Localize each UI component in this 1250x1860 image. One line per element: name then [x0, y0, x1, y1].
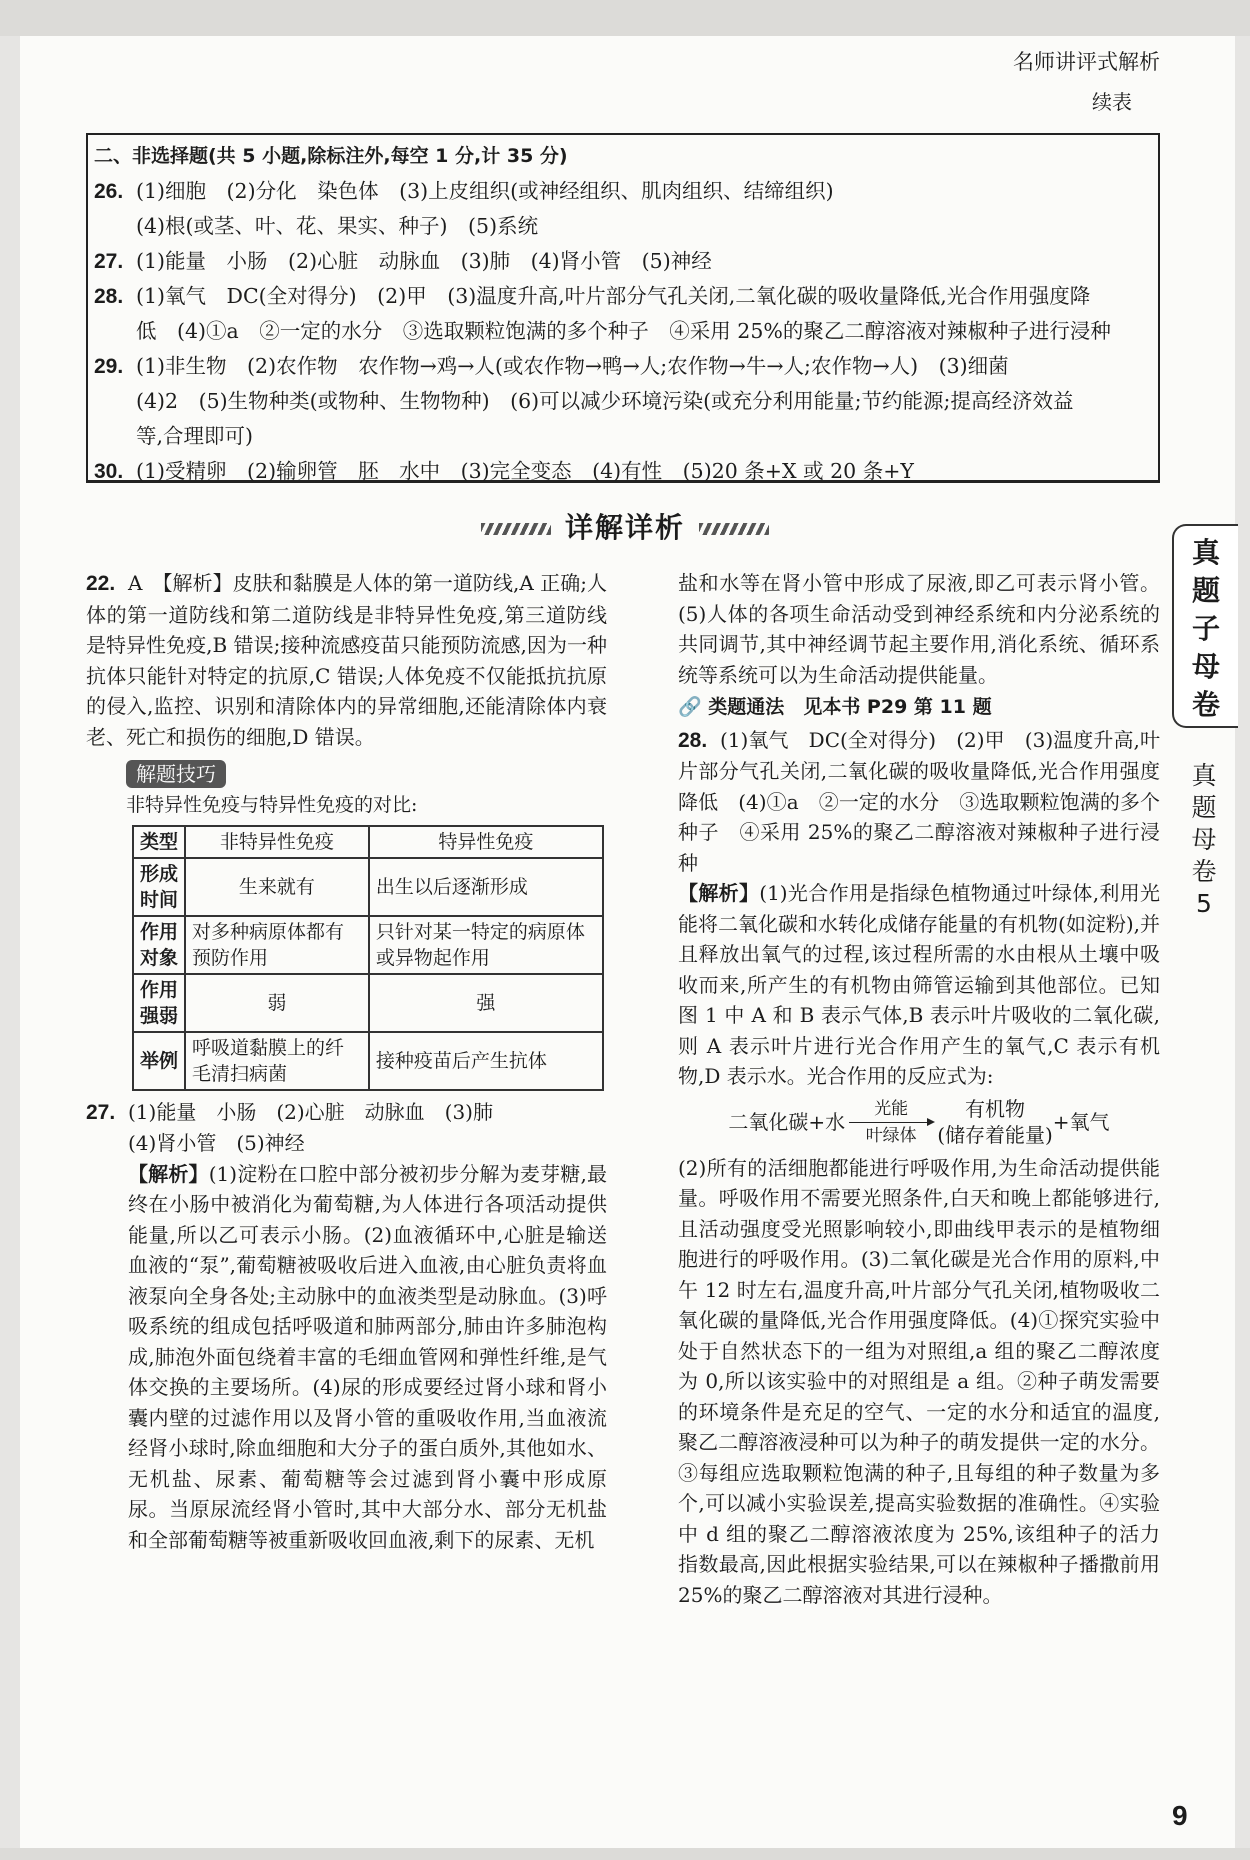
q22-text: A 【解析】皮肤和黏膜是人体的第一道防线,A 正确;人体的第一道防线和第二道防线是非特异性免疫,第三道防线是特异性免疫,B 错误;接种流感疫苗只能预防流感,因为一种抗体只能针对特定的抗原,C 错误;人体免疫不仅能抵抗抗原的侵入,监控、识别和清除体内的异常细胞,还能清除体内衰老、死亡和损伤的细胞,D 错误。 — [86, 571, 607, 749]
eq-condition-above: 光能 — [874, 1098, 909, 1119]
answer-text: (1)非生物 (2)农作物 农作物→鸡→人(或农作物→鸭→人;农作物→牛→人;农作物→人) (3)细菌 — [136, 354, 1009, 378]
q28-ans: (1)氧气 DC(全对得分) (2)甲 (3)温度升高,叶片部分气孔关闭,二氧化碳的吸收量降低,光合作用强度降低 (4)①a ②一定的水分 ③选取颗粒饱满的多个种子 ④采用 25%的聚乙二醇溶液对辣椒种子进行浸种 — [678, 727, 1160, 875]
answer-text: (1)氧气 DC(全对得分) (2)甲 (3)温度升高,叶片部分气孔关闭,二氧化碳的吸收量降低,光合作用强度降 — [136, 284, 1091, 308]
eq-product1: 有机物 — [964, 1097, 1025, 1121]
analysis-label: 【解析】 — [678, 881, 760, 905]
answer-text: 低 (4)①a ②一定的水分 ③选取颗粒饱满的多个种子 ④采用 25%的聚乙二醇溶液对辣椒种子进行浸种 — [136, 319, 1111, 343]
left-column — [86, 568, 607, 1555]
answer-line — [94, 174, 1152, 209]
answer-line — [94, 279, 1152, 314]
side-tab[interactable] — [1172, 524, 1238, 728]
table-row — [133, 974, 603, 1032]
q27-ans1: (1)能量 小肠 (2)心脏 动脉血 (3)肺 — [128, 1099, 493, 1124]
answer-line — [94, 349, 1152, 384]
answer-line — [94, 454, 1152, 489]
table-row — [133, 858, 603, 916]
answer-line — [94, 419, 1152, 454]
detail-title — [0, 506, 1250, 546]
table-row — [133, 826, 603, 858]
q-number: 28. — [678, 728, 708, 752]
title-decoration — [481, 523, 551, 535]
arrow-icon — [849, 1122, 933, 1123]
answer-line — [94, 314, 1152, 349]
q27-analysis-cont: 盐和水等在肾小管中形成了尿液,即乙可表示肾小管。(5)人体的各项生命活动受到神经系统和内分泌系统的共同调节,其中神经调节起主要作用,消化系统、循环系统等系统可以为生命活动提供能量。 — [678, 571, 1160, 687]
q28-text1: (1)光合作用是指绿色植物通过叶绿体,利用光能将二氧化碳和水转化成储存能量的有机物(如淀粉),并且释放出氧气的过程,该过程所需的水由根从土壤中吸收而来,所产生的有机物由筛管运输到其他部位。已知图 1 中 A 和 B 表示气体,B 表示叶片吸收的二氧化碳,则 A 表示叶片进行光合作用产生的氧气,C 表示有机物,D 表示水。光合作用的反应式为: — [678, 881, 1161, 1088]
row-header: 作用对象 — [133, 916, 185, 974]
answer-text: (4)根(或茎、叶、花、果实、种子) (5)系统 — [136, 214, 539, 238]
table-row — [133, 1032, 603, 1090]
q27-answer — [86, 1097, 607, 1129]
answer-text: (1)能量 小肠 (2)心脏 动脉血 (3)肺 (4)肾小管 (5)神经 — [136, 249, 712, 273]
table-cell: 非特异性免疫 — [185, 826, 369, 858]
q27-analysis-text: (1)淀粉在口腔中部分被初步分解为麦芽糖,最终在小肠中被消化为葡萄糖,为人体进行各项活动提供能量,所以乙可表示小肠。(2)血液循环中,心脏是输送血液的“泵”,葡萄糖被吸收后进入血液,由心脏负责将血液泵向全身各处;主动脉中的血液类型是动脉血。(3)呼吸系统的组成包括呼吸道和肺两部分,肺由许多肺泡构成,肺泡外面包绕着丰富的毛细血管网和弹性纤维,是气体交换的主要场所。(4)尿的形成要经过肾小球和肾小囊内壁的过滤作用以及肾小管的重吸收作用,当血液流经肾小球时,除血细胞和大分子的蛋白质外,其他如水、无机盐、尿素、葡萄糖等会过滤到肾小囊中形成原尿。当原尿流经肾小管时,其中大部分水、部分无机盐和全部葡萄糖等被重新吸收回血液,剩下的尿素、无机 — [128, 1161, 607, 1552]
table-cell: 弱 — [185, 974, 369, 1032]
answer-text: 等,合理即可) — [136, 424, 254, 448]
right-column — [678, 568, 1160, 1610]
header-continued: 续表 — [1092, 90, 1132, 114]
answer-box — [86, 133, 1160, 483]
answer-line — [94, 209, 1152, 244]
eq-product2: (储存着能量) — [937, 1123, 1053, 1147]
table-cell: 出生以后逐渐形成 — [369, 858, 603, 916]
row-header: 形成时间 — [133, 858, 185, 916]
q28-answer — [678, 725, 1160, 879]
link-icon: 🔗 — [678, 696, 709, 718]
q27-ans2: (4)肾小管 (5)神经 — [128, 1131, 305, 1155]
side-tab-label: 真题子母卷 — [1191, 536, 1220, 721]
answer-line — [94, 244, 1152, 279]
link-label: 类题通法 — [708, 696, 785, 718]
q28-analysis — [678, 878, 1160, 1092]
photosynthesis-equation — [678, 1096, 1160, 1149]
q-number: 29. — [94, 355, 124, 378]
page-number: 9 — [1172, 1800, 1188, 1831]
eq-condition-below: 叶绿体 — [865, 1125, 917, 1146]
detail-title-text: 详解详析 — [564, 511, 685, 544]
table-cell: 生来就有 — [185, 858, 369, 916]
table-cell: 强 — [369, 974, 603, 1032]
tip-badge: 解题技巧 — [126, 760, 226, 788]
related-link[interactable] — [678, 692, 1160, 723]
eq-reactants: 二氧化碳+水 — [728, 1110, 846, 1134]
q-number: 26. — [94, 180, 124, 203]
table-cell: 接种疫苗后产生抗体 — [369, 1032, 603, 1090]
side-sublabel: 真题母卷5 — [1191, 761, 1217, 918]
q-number: 28. — [94, 285, 124, 308]
q22 — [86, 568, 607, 752]
row-header: 类型 — [133, 826, 185, 858]
row-header: 作用强弱 — [133, 974, 185, 1032]
table-cell: 只针对某一特定的病原体或异物起作用 — [369, 916, 603, 974]
q-number: 27. — [86, 1100, 116, 1124]
eq-product — [937, 1096, 1053, 1148]
table-cell: 对多种病原体都有预防作用 — [185, 916, 369, 974]
q28-text2: (2)所有的活细胞都能进行呼吸作用,为生命活动提供能量。呼吸作用不需要光照条件,白天和晚上都能够进行,且活动强度受光照影响较小,即曲线甲表示的是植物细胞进行的呼吸作用。(3)二氧化碳是光合作用的原料,中午 12 时左右,温度升高,叶片部分气孔关闭,植物吸收二氧化碳的量降低,光合作用强度降低。(4)①探究实验中处于自然状态下的一组为对照组,a 组的聚乙二醇浓度为 0,所以该实验中的对照组是 a 组。②种子萌发需要的环境条件是充足的空气、一定的水分和适宜的温度,聚乙二醇溶液浸种可以为种子的萌发提供一定的水分。③每组应选取颗粒饱满的种子,且每组的种子数量为多个,可以减小实验误差,提高实验数据的准确性。④实验中 d 组的聚乙二醇溶液浓度为 25%,该组种子的活力指数最高,因此根据实验结果,可以在辣椒种子播撒前用 25%的聚乙二醇溶液对其进行浸种。 — [678, 1155, 1160, 1607]
header-section: 名师讲评式解析 — [1013, 50, 1160, 74]
row-header: 举例 — [133, 1032, 185, 1090]
answer-list — [94, 174, 1152, 489]
table-row — [133, 916, 603, 974]
q-number: 22. — [86, 572, 116, 595]
title-decoration — [699, 523, 769, 535]
q27-analysis — [86, 1159, 607, 1556]
tip-caption: 非特异性免疫与特异性免疫的对比: — [126, 794, 418, 816]
analysis-label: 【解析】 — [128, 1161, 209, 1186]
table-cell: 特异性免疫 — [369, 826, 603, 858]
answer-text: (4)2 (5)生物种类(或物种、生物物种) (6)可以减少环境污染(或充分利用能量;节约能源;提高经济效益 — [136, 389, 1074, 413]
q-number: 27. — [94, 250, 124, 273]
scan-border-top — [0, 0, 1250, 36]
q-number: 30. — [94, 460, 124, 483]
table-cell: 呼吸道黏膜上的纤毛清扫病菌 — [185, 1032, 369, 1090]
answer-text: (1)细胞 (2)分化 染色体 (3)上皮组织(或神经组织、肌肉组织、结缔组织) — [136, 179, 834, 203]
answer-text: (1)受精卵 (2)输卵管 胚 水中 (3)完全变态 (4)有性 (5)20 条+X 或 20 条+Y — [136, 459, 914, 483]
scan-border-bottom — [0, 1848, 1250, 1860]
eq-product3: +氧气 — [1052, 1110, 1110, 1134]
link-ref: 见本书 P29 第 11 题 — [803, 696, 992, 718]
answer-box-title: 二、非选择题(共 5 小题,除标注外,每空 1 分,计 35 分) — [94, 145, 568, 167]
eq-arrow — [849, 1096, 933, 1149]
answer-line — [94, 384, 1152, 419]
comparison-table — [132, 825, 604, 1091]
